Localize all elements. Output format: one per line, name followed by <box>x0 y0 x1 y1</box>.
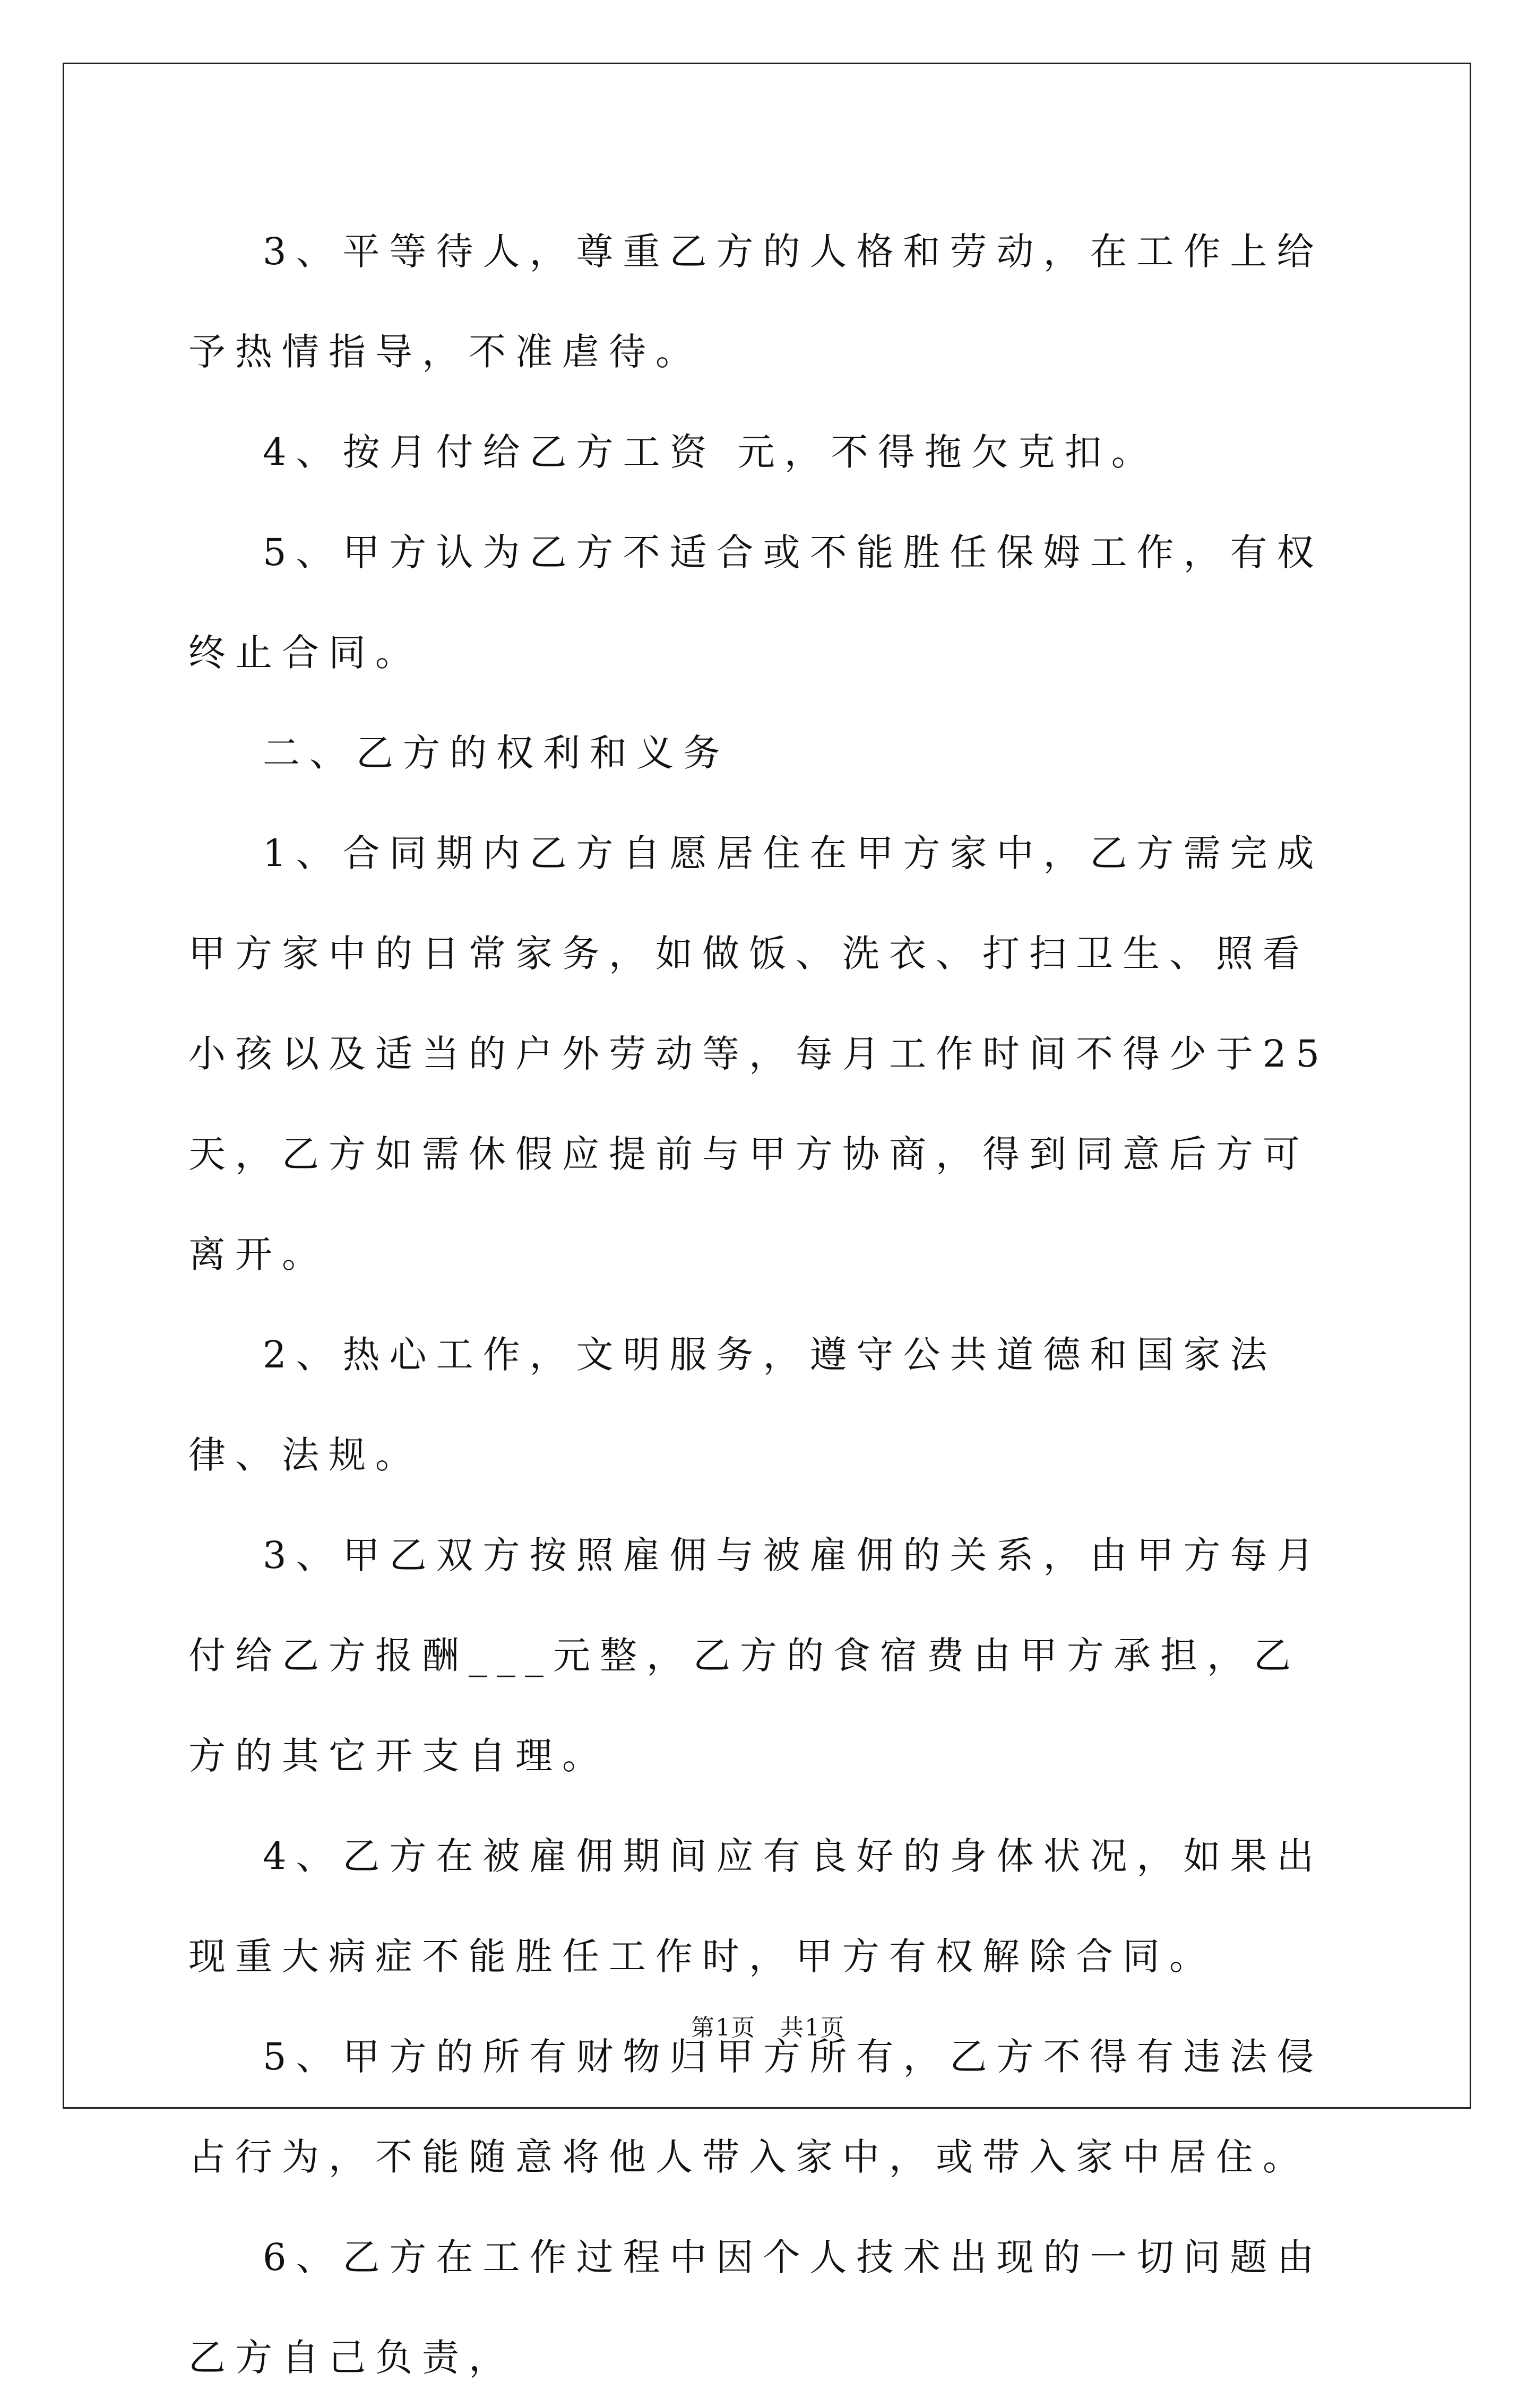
paragraph-1: 3、平等待人，尊重乙方的人格和劳动，在工作上给予热情指导，不准虐待。 <box>188 230 1324 374</box>
paragraph-8: 5、甲方的所有财物归甲方所有，乙方不得有违法侵占行为，不能随意将他人带入家中，或带入家中居住。 <box>188 2035 1324 2179</box>
paragraph-9: 6、乙方在工作过程中因个人技术出现的一切问题由乙方自己负责， <box>188 2236 1324 2379</box>
page-number: 第1页 共1页 <box>691 2014 845 2041</box>
paragraph-3: 5、甲方认为乙方不适合或不能胜任保姆工作，有权终止合同。 <box>188 531 1324 674</box>
paragraph-2: 4、按月付给乙方工资 元，不得拖欠克扣。 <box>263 430 1158 474</box>
paragraph-7: 4、乙方在被雇佣期间应有良好的身体状况，如果出现重大病症不能胜任工作时，甲方有权解除合同。 <box>188 1834 1324 1978</box>
section-heading: 二、乙方的权利和义务 <box>263 731 730 775</box>
document-body <box>188 202 1345 2408</box>
paragraph-5: 2、热心工作，文明服务，遵守公共道德和国家法律、法规。 <box>188 1333 1277 1477</box>
paragraph-4: 1、合同期内乙方自愿居住在甲方家中，乙方需完成甲方家中的日常家务，如做饭、洗衣、打扫卫生、照看小孩以及适当的户外劳动等，每月工作时间不得少于25天，乙方如需休假应提前与甲方协商，得到同意后方可离开。 <box>188 831 1330 1276</box>
paragraph-6: 3、甲乙双方按照雇佣与被雇佣的关系，由甲方每月付给乙方报酬___元整，乙方的食宿费由甲方承担，乙方的其它开支自理。 <box>188 1534 1324 1778</box>
